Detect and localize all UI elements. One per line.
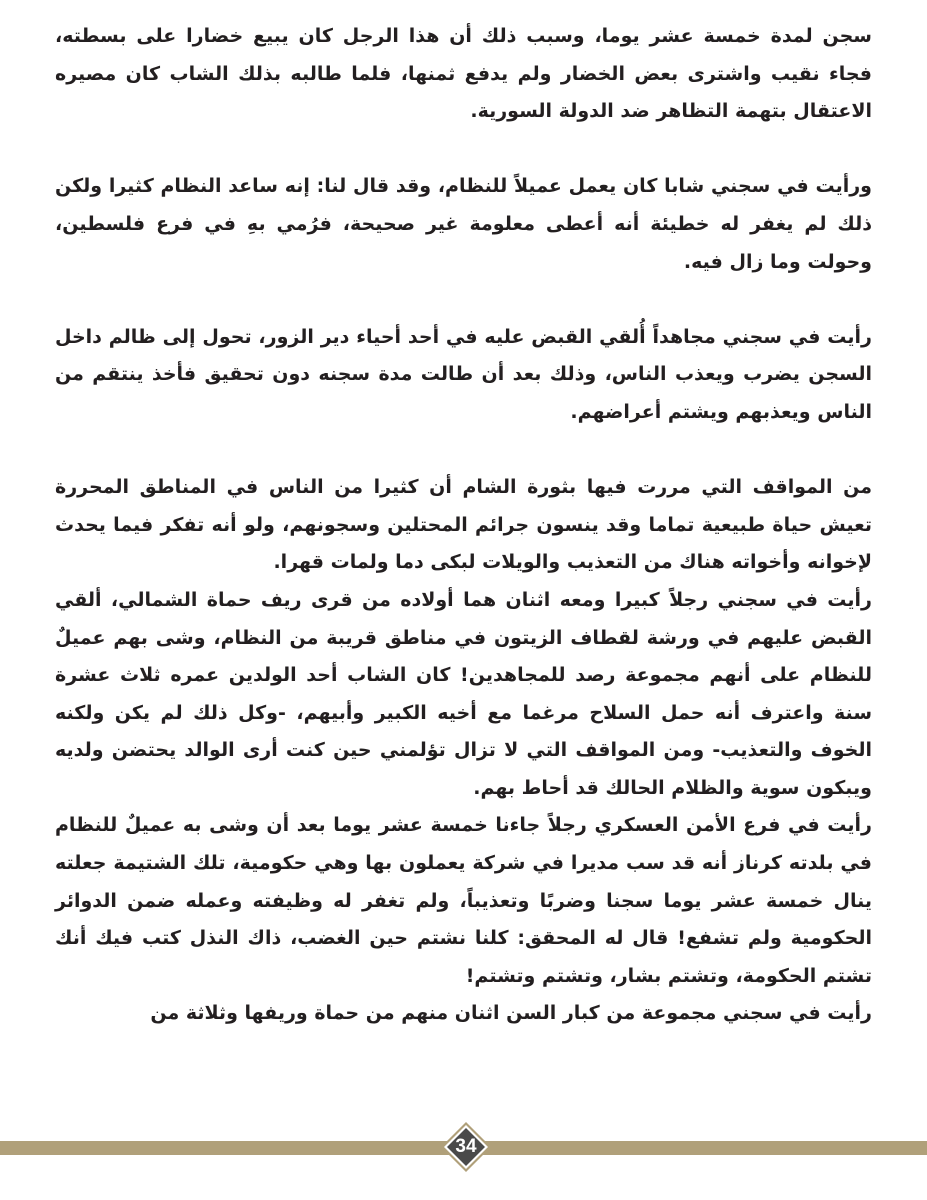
paragraph-7: رأيت في سجني مجموعة من كبار السن اثنان منهم من حماة وريفها وثلاثة من [150,1002,872,1025]
paragraph-3: رأيت في سجني مجاهداً أُلقي القبض عليه في أحد أحياء دير الزور، تحول إلى ظالم داخل السجن يضرب ويعذب الناس، وذلك بعد أن طالت مدة سجنه دون تحقيق فأخذ ينتقم من الناس ويعذبهم ويشتم أعراضهم. [55,325,872,423]
paragraph-6: رأيت في فرع الأمن العسكري رجلاً جاءنا خمسة عشر يوما بعد أن وشى به عميلٌ للنظام في بلدته كرناز أنه قد سب مديرا في شركة يعملون بها وهي حكومية، تلك الشتيمة جعلته ينال خمسة عشر يوما سجنا وضربًا وتعذيباً، ولم تغفر له وظيفته وعمله ضمن الدوائر الحكومية ولم تشفع! قال له المحقق: كلنا نشتم حين الغضب، ذاك النذل كتب فيك أنك تشتم الحكومة، وتشتم بشار، وتشتم وتشتم! [55,814,872,987]
document-body [55,18,872,1033]
page-number: 34 [455,1136,477,1157]
paragraph-4: من المواقف التي مررت فيها بثورة الشام أن كثيرا من الناس في المناطق المحررة تعيش حياة طبيعية تماما وقد ينسون جرائم المحتلين وسجونهم، ولو أنه تفكر فيما يحدث لإخوانه وأخواته هناك من التعذيب والويلات لبكى دما ولمات قهرا. [55,476,872,574]
page-number-badge [440,1121,492,1173]
paragraph-5: رأيت في سجني رجلاً كبيرا ومعه اثنان هما أولاده من قرى ريف حماة الشمالي، ألقي القبض عليهم في ورشة لقطاف الزيتون في مناطق قريبة من النظام، وشى بهم عميلٌ للنظام على أنهم مجموعة رصد للمجاهدين! كان الشاب أحد الولدين عمره ثلاث عشرة سنة واعترف أنه حمل السلاح مرغما مع أخيه الكبير وأبيهم، -وكل ذلك لم يكن ولكنه الخوف والتعذيب- ومن المواقف التي لا تزال تؤلمني حين كنت أرى الوالد يحتضن ولديه ويبكون سوية والظلام الحالك قد أحاط بهم. [55,588,872,799]
paragraph-spacer [55,131,872,169]
paragraph-1: سجن لمدة خمسة عشر يوما، وسبب ذلك أن هذا الرجل كان يبيع خضارا على بسطته، فجاء نقيب واشترى بعض الخضار ولم يدفع ثمنها، فلما طالبه بذلك الشاب كان مصيره الاعتقال بتهمة التظاهر ضد الدولة السورية. [55,25,872,123]
paragraph-2: ورأيت في سجني شابا كان يعمل عميلاً للنظام، وقد قال لنا: إنه ساعد النظام كثيرا ولكن ذلك لم يغفر له خطيئة أنه أعطى معلومة غير صحيحة، فرُمي بهِ في فرع فلسطين، وحولت وما زال فيه. [55,175,872,273]
paragraph-spacer [55,432,872,470]
paragraph-spacer [55,281,872,319]
